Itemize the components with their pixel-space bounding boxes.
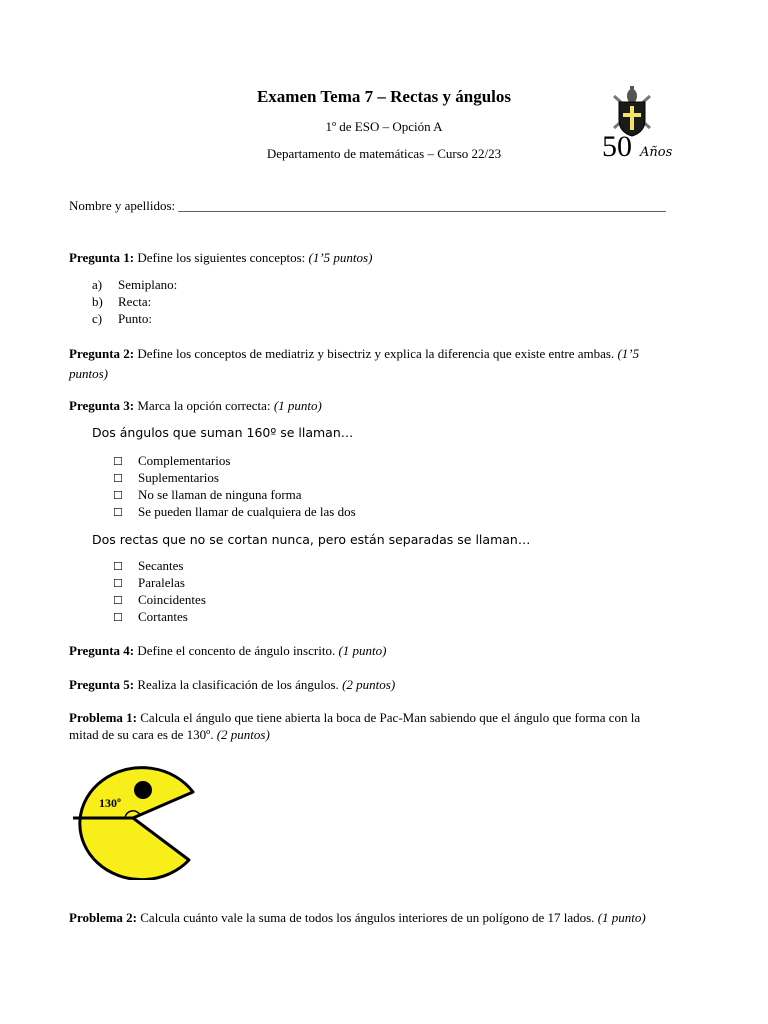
option-item[interactable] [113,452,356,469]
pregunta-5 [69,677,395,693]
option-item[interactable] [113,557,206,574]
pregunta-4-text: Define el concento de ángulo inscrito. [134,643,339,658]
problema-1-label: Problema 1: [69,710,137,725]
department-line: Departamento de matemáticas – Curso 22/23 [266,146,502,161]
pregunta-5-text: Realiza la clasificación de los ángulos. [134,677,343,692]
pregunta-1-text: Define los siguientes conceptos: [134,250,309,265]
checkbox-icon[interactable]: ☐ [113,472,123,485]
problema-1-text-2: mitad de su cara es de 130º. [69,727,217,742]
pregunta-5-points: (2 puntos) [342,677,396,692]
option-text: Secantes [138,558,184,573]
pacman-icon [67,760,199,880]
pregunta-5-label: Pregunta 5: [69,677,135,692]
pregunta-3-text: Marca la opción correcta: [134,398,274,413]
pregunta-2-text: Define los conceptos de mediatriz y bisectriz y explica la diferencia que existe entre ambas. [134,346,618,361]
option-text: Se pueden llamar de cualquiera de las dos [138,504,356,519]
pregunta-3-stem-1: Dos ángulos que suman 160º se llaman… [92,425,354,440]
pregunta-1 [69,250,372,266]
pregunta-3-options-1 [113,452,356,520]
checkbox-icon[interactable]: ☐ [113,577,123,590]
name-blank-line[interactable]: ___________________________________________________________________________ [178,198,666,213]
name-field[interactable] [69,198,666,214]
option-text: Paralelas [138,575,185,590]
problema-2-text: Calcula cuánto vale la suma de todos los ángulos interiores de un polígono de 17 lados. [137,910,598,925]
pregunta-3-stem-2: Dos rectas que no se cortan nunca, pero están separadas se llaman… [92,532,531,547]
option-text: Complementarios [138,453,231,468]
option-item[interactable] [113,486,356,503]
checkbox-icon[interactable]: ☐ [113,560,123,573]
item-text: Punto: [118,311,152,326]
item-letter: a) [92,277,103,292]
problema-2-label: Problema 2: [69,910,137,925]
option-item[interactable] [113,469,356,486]
logo-script: Años [640,145,673,160]
pregunta-1-list [92,276,177,327]
item-letter: b) [92,294,103,309]
course-line: 1º de ESO – Opción A [325,119,443,134]
logo-number: 50 [602,130,632,163]
pregunta-1-points: (1’5 puntos) [308,250,373,265]
pregunta-4-label: Pregunta 4: [69,643,135,658]
item-text: Semiplano: [118,277,178,292]
pregunta-2-points-cont [69,366,108,382]
name-label: Nombre y apellidos: [69,198,176,213]
problema-2-points: (1 punto) [597,910,646,925]
problema-1 [69,710,640,726]
list-item [92,293,177,310]
pregunta-2-label: Pregunta 2: [69,346,135,361]
pacman-figure [67,760,199,880]
checkbox-icon[interactable]: ☐ [113,611,123,624]
pregunta-3-points: (1 punto) [273,398,322,413]
option-item[interactable] [113,591,206,608]
pregunta-2-points: (1’5 [617,346,640,361]
list-item [92,276,177,293]
option-item[interactable] [113,574,206,591]
item-letter: c) [92,311,103,326]
pregunta-4 [69,643,386,659]
pregunta-1-label: Pregunta 1: [69,250,135,265]
option-text: Cortantes [138,609,188,624]
problema-1-text-1: Calcula el ángulo que tiene abierta la boca de Pac-Man sabiendo que el ángulo que forma con la [137,710,641,725]
exam-title: Examen Tema 7 – Rectas y ángulos [256,87,512,106]
checkbox-icon[interactable]: ☐ [113,455,123,468]
checkbox-icon[interactable]: ☐ [113,594,123,607]
pregunta-3 [69,398,322,414]
pregunta-3-options-2 [113,557,206,625]
option-text: Coincidentes [138,592,206,607]
option-item[interactable] [113,608,206,625]
pregunta-4-points: (1 punto) [338,643,387,658]
problema-1-cont [69,727,270,743]
problema-2 [69,910,646,926]
list-item [92,310,177,327]
checkbox-icon[interactable]: ☐ [113,489,123,502]
item-text: Recta: [118,294,152,309]
pregunta-2 [69,344,719,363]
angle-label: 130º [99,796,121,810]
option-text: Suplementarios [138,470,219,485]
pregunta-3-label: Pregunta 3: [69,398,135,413]
option-item[interactable] [113,503,356,520]
problema-1-points: (2 puntos) [216,727,270,742]
checkbox-icon[interactable]: ☐ [113,506,123,519]
school-logo [592,82,682,172]
option-text: No se llaman de ninguna forma [138,487,302,502]
pregunta-2-points-line2: puntos) [69,366,108,381]
